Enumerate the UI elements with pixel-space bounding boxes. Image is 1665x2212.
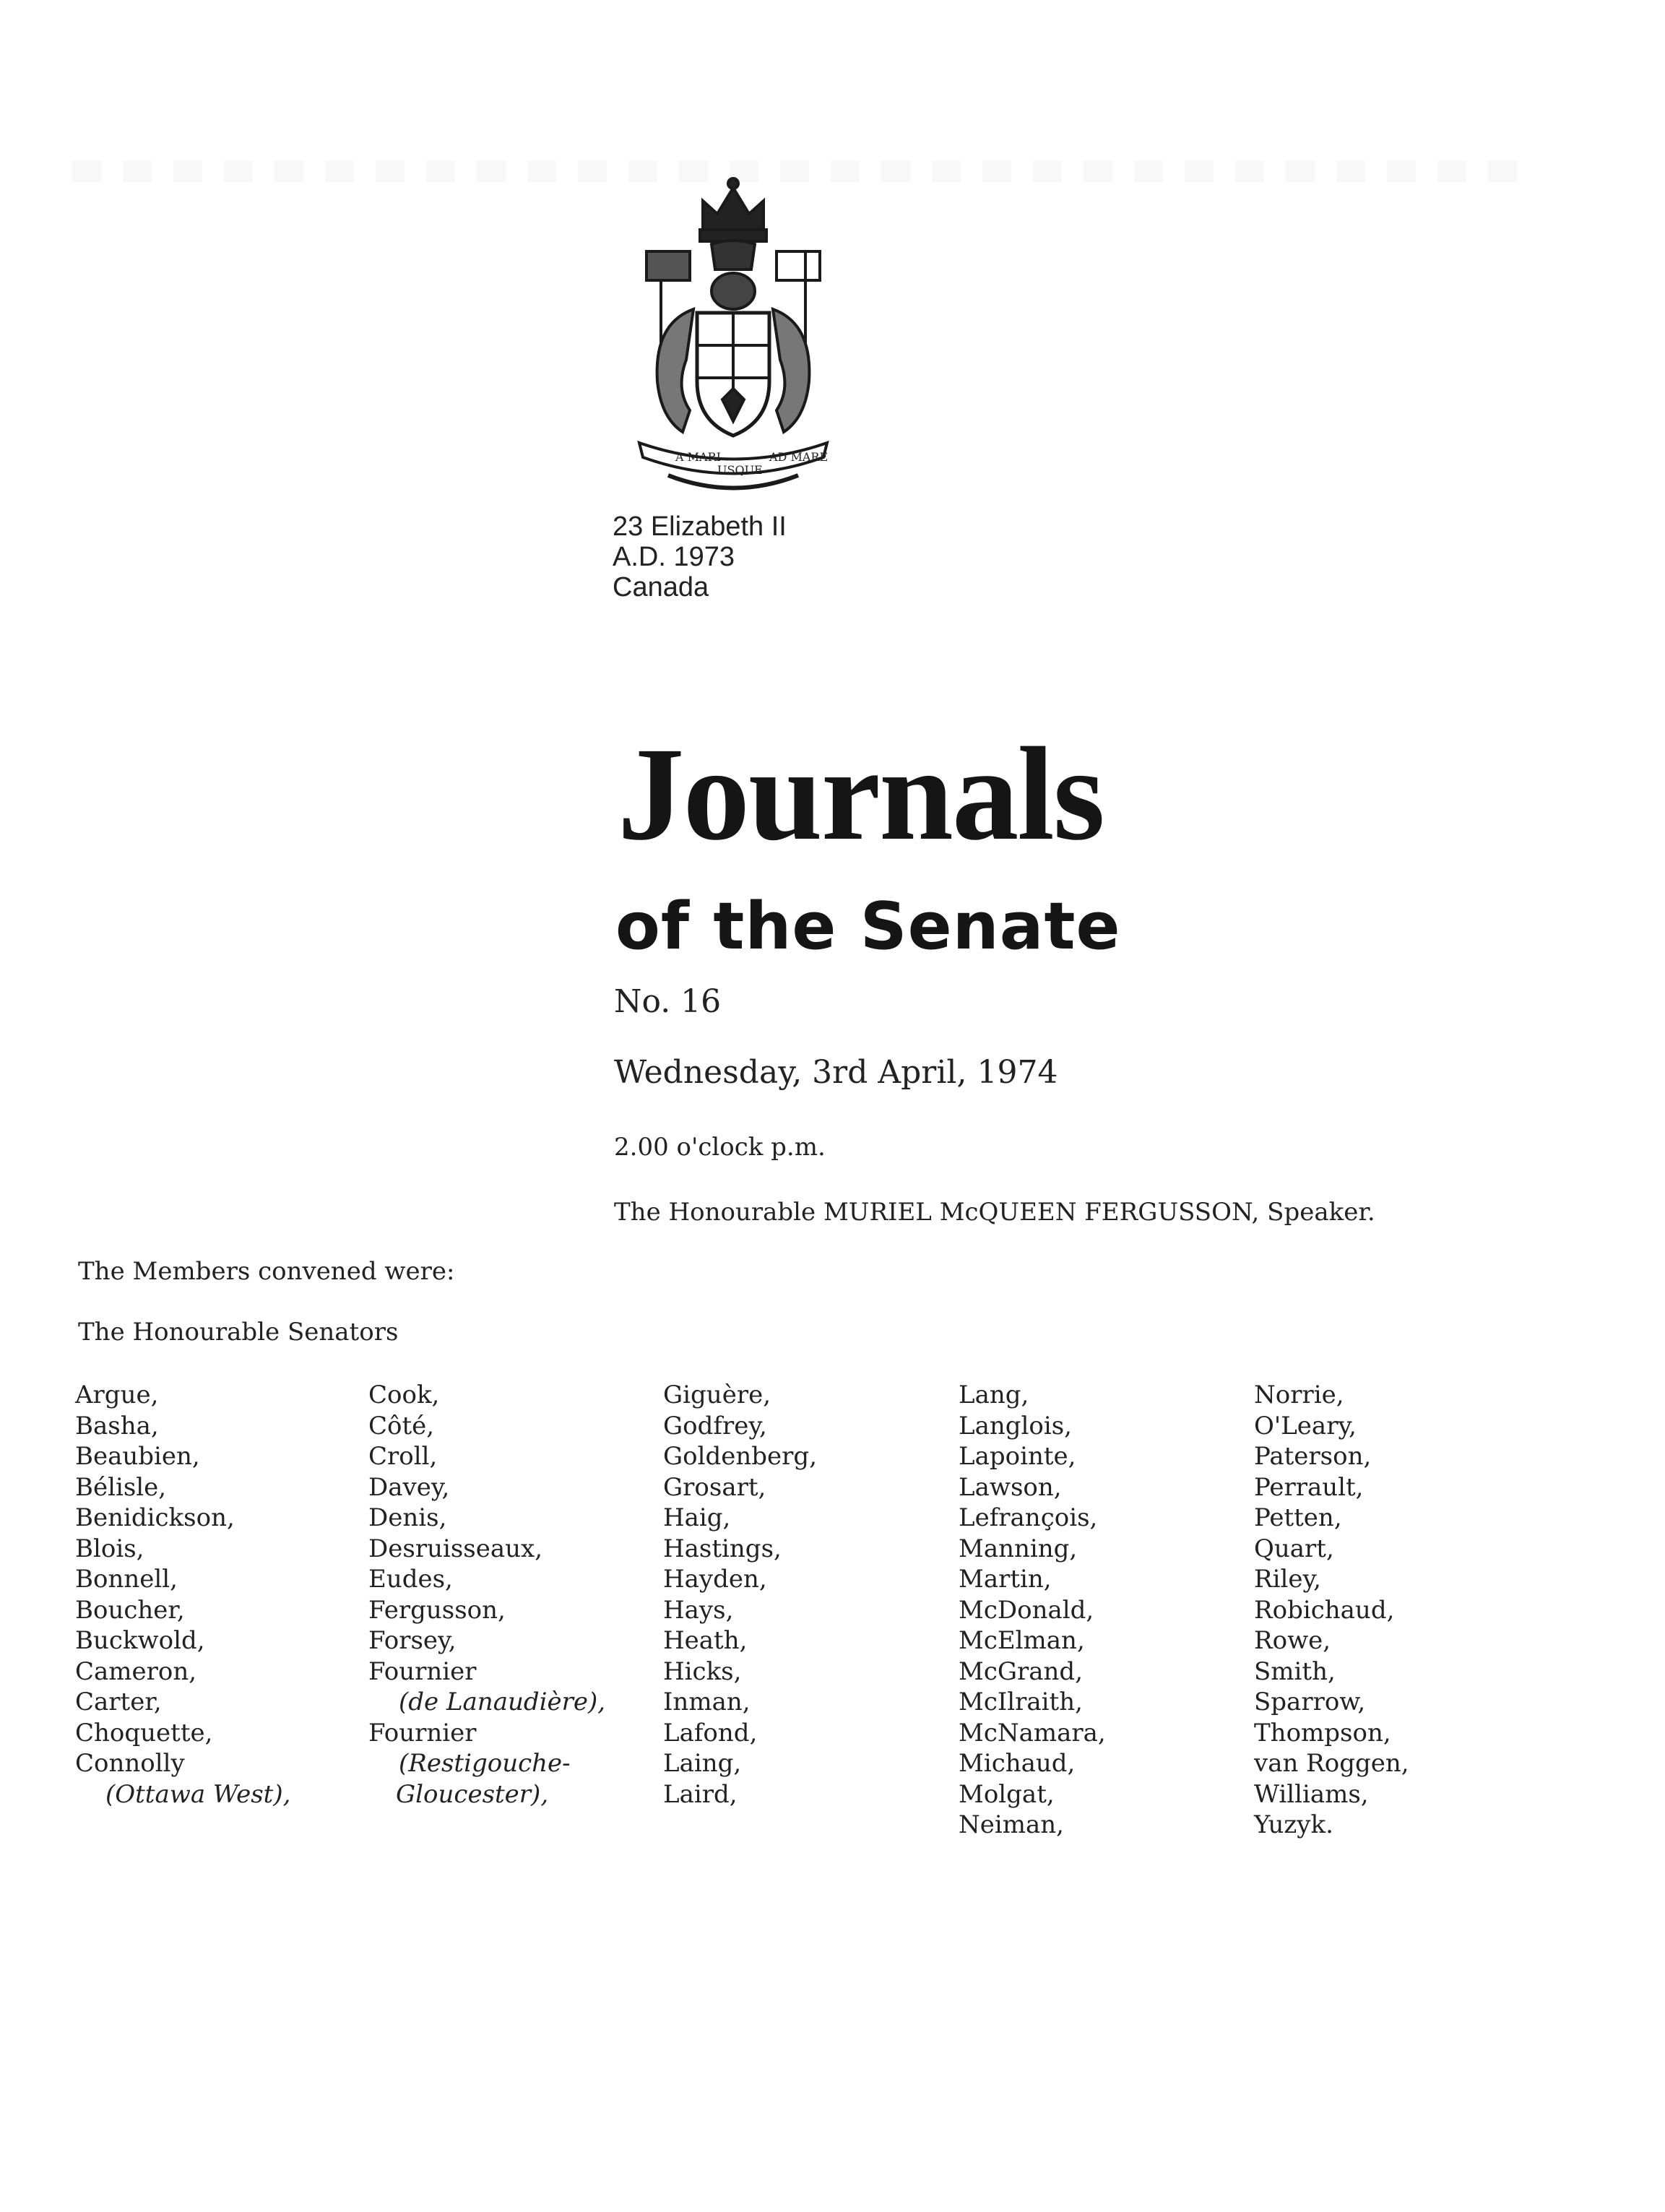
senator-name: Forsey, [368,1626,457,1655]
senator-name: Basha, [75,1411,159,1440]
senator-name: Lang, [959,1381,1029,1409]
senator-name: Lafond, [663,1718,758,1747]
senator-name: Davey, [368,1472,450,1502]
members-convened-heading: The Members convened were: [78,1257,455,1286]
senator-name: Laird, [663,1779,738,1809]
senator-column-1 [75,1380,290,1810]
senator-name: Yuzyk. [1254,1810,1333,1839]
senator-column-4 [959,1380,1106,1841]
speaker-line [614,1198,1375,1227]
senator-name: Perrault, [1254,1472,1364,1502]
senator-riding: Gloucester), [396,1779,549,1809]
senator-name: Hicks, [663,1656,742,1686]
senator-name: Riley, [1254,1565,1321,1594]
senator-name: Michaud, [959,1749,1076,1778]
motto-center: USQUE [717,463,763,477]
senator-name: McGrand, [959,1656,1084,1686]
senator-riding: (de Lanaudière), [399,1688,606,1716]
senators-heading: The Honourable Senators [78,1318,399,1347]
senator-name: Molgat, [959,1779,1055,1809]
senator-name: Lefrançois, [959,1503,1098,1532]
senator-name: Norrie, [1254,1381,1344,1409]
senator-name: Fournier [368,1718,477,1747]
senator-name: Buckwold, [75,1626,205,1655]
page-subtitle: of the Senate [615,889,1121,964]
senator-name: Fournier [368,1656,477,1686]
senator-name: Paterson, [1254,1442,1372,1471]
senator-name: Godfrey, [663,1411,767,1440]
senator-name: Cook, [368,1381,440,1409]
senator-name: Petten, [1254,1503,1342,1532]
senator-name: Blois, [75,1534,144,1563]
senator-name: Fergusson, [368,1595,506,1625]
senator-name: Grosart, [663,1472,766,1502]
sitting-date: Wednesday, 3rd April, 1974 [614,1054,1058,1091]
motto-left: A MARI [675,450,721,464]
senator-name: Côté, [368,1411,435,1440]
senator-name: Carter, [75,1688,162,1716]
senator-name: Thompson, [1254,1718,1391,1747]
sitting-time: 2.00 o'clock p.m. [614,1133,826,1162]
journal-number: No. 16 [614,983,722,1020]
senator-name: Giguère, [663,1381,771,1409]
speaker-name: MURIEL McQUEEN FERGUSSON [823,1198,1252,1227]
senator-name: Denis, [368,1503,447,1532]
senator-column-2 [368,1380,605,1810]
senator-name: Laing, [663,1749,742,1778]
senator-name: O'Leary, [1254,1411,1357,1440]
senator-name: Williams, [1254,1779,1369,1809]
senator-name: van Roggen, [1254,1749,1409,1778]
motto-right: AD MARE [769,450,829,464]
senator-name: Robichaud, [1254,1595,1395,1625]
senator-name: Martin, [959,1565,1052,1594]
senator-name: Goldenberg, [663,1442,817,1471]
senator-name: McElman, [959,1626,1085,1655]
senator-name: Eudes, [368,1565,453,1594]
senator-name: Hastings, [663,1534,782,1563]
senator-name: Rowe, [1254,1626,1331,1655]
senator-name: Connolly [75,1749,185,1778]
senator-name: Bélisle, [75,1472,167,1502]
senator-name: Haig, [663,1503,731,1532]
senator-name: Neiman, [959,1810,1064,1839]
senator-name: Heath, [663,1626,748,1655]
regnal-year-block [613,511,787,602]
senator-name: Bonnell, [75,1565,178,1594]
speaker-suffix: , Speaker. [1251,1198,1375,1227]
senator-column-3 [663,1380,817,1810]
speaker-prefix: The Honourable [614,1198,816,1227]
senator-riding: (Restigouche- [399,1749,571,1778]
regnal-line-3: Canada [613,572,709,602]
senator-riding: (Ottawa West), [105,1779,291,1809]
senator-name: Cameron, [75,1656,197,1686]
senator-name: Hays, [663,1595,734,1625]
senator-name: Langlois, [959,1411,1072,1440]
senator-name: Lawson, [959,1472,1062,1502]
senator-name: Argue, [75,1381,159,1409]
page-title: Journals [618,720,1104,868]
senator-name: McIlraith, [959,1688,1083,1716]
regnal-line-2: A.D. 1973 [613,542,735,572]
senator-name: Smith, [1254,1656,1336,1686]
senator-name: Inman, [663,1688,751,1716]
senator-name: Sparrow, [1254,1688,1366,1716]
senator-name: Quart, [1254,1534,1334,1563]
senator-name: Benidickson, [75,1503,235,1532]
senator-column-5 [1254,1380,1409,1841]
senator-name: Boucher, [75,1595,185,1625]
senator-name: McDonald, [959,1595,1094,1625]
senator-name: Beaubien, [75,1442,200,1471]
senator-name: Lapointe, [959,1442,1076,1471]
regnal-line-1: 23 Elizabeth II [613,511,787,542]
senator-name: McNamara, [959,1718,1106,1747]
senator-name: Manning, [959,1534,1078,1563]
senator-name: Desruisseaux, [368,1534,543,1563]
senator-name: Choquette, [75,1718,213,1747]
senator-name: Hayden, [663,1565,767,1594]
coat-of-arms-icon [618,172,849,501]
senator-name: Croll, [368,1442,438,1471]
